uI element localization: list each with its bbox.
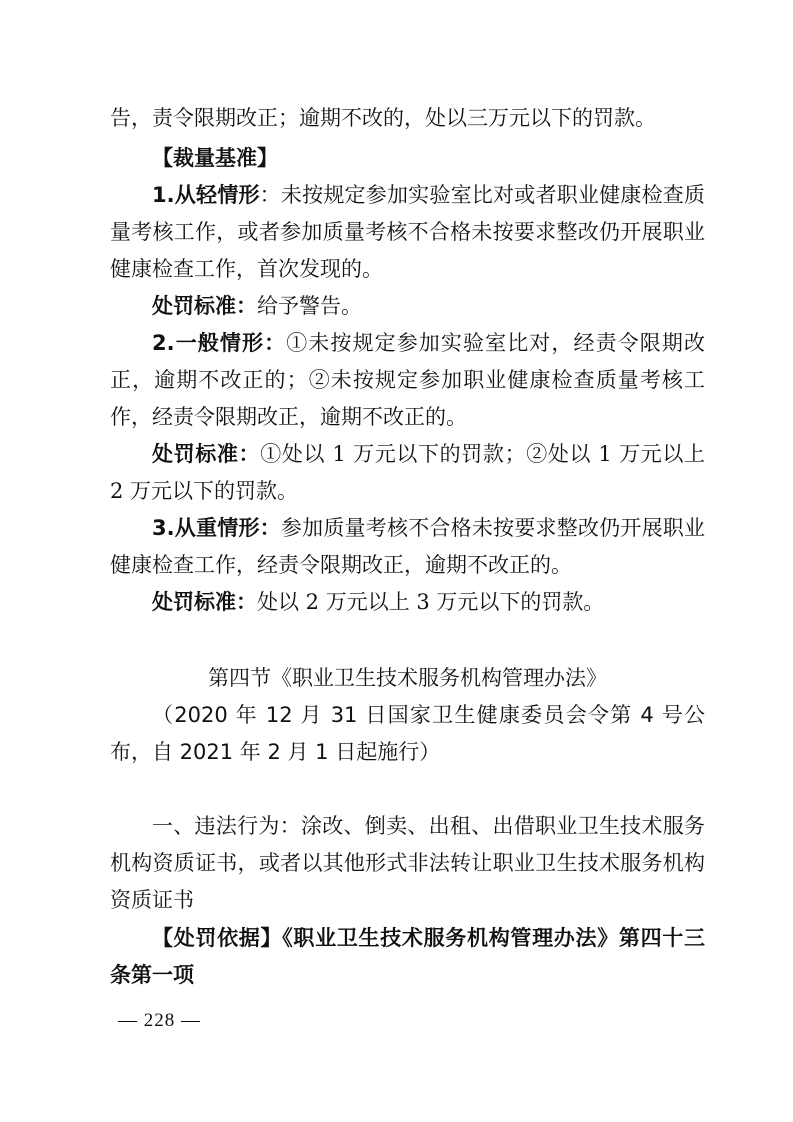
paragraph-general-penalty xyxy=(110,436,705,510)
heavy-penalty-text: 处以 2 万元以上 3 万元以下的罚款。 xyxy=(257,590,605,614)
section-note: （2020 年 12 月 31 日国家卫生健康委员会令第 4 号公布，自 2021 年 2 月 1 日起施行） xyxy=(110,703,705,764)
paragraph-violation: 一、违法行为：涂改、倒卖、出租、出借职业卫生技术服务机构资质证书，或者以其他形式非法转让职业卫生技术服务机构资质证书 xyxy=(110,814,705,912)
paragraph-penalty-basis: 【处罚依据】《职业卫生技术服务机构管理办法》第四十三条第一项 xyxy=(110,926,705,987)
general-penalty-label: 处罚标准： xyxy=(152,442,261,466)
general-case-label: 2.一般情形： xyxy=(152,331,287,355)
paragraph-continuation: 告，责令限期改正；逾期不改的，处以三万元以下的罚款。 xyxy=(110,106,656,130)
light-penalty-label: 处罚标准： xyxy=(152,294,257,318)
general-case-text: ①未按规定参加实验室比对，经责令限期改正，逾期不改正的；②未按规定参加职业健康检查质量考核工作，经责令限期改正，逾期不改正的。 xyxy=(110,331,706,429)
light-case-label: 1.从轻情形 xyxy=(152,183,260,207)
paragraph-general-case xyxy=(110,325,705,436)
paragraph-light-penalty xyxy=(110,288,705,325)
heading-discretion-standard: 【裁量基准】 xyxy=(152,146,278,170)
paragraph-heavy-case xyxy=(110,510,705,584)
light-case-text: ：未按规定参加实验室比对或者职业健康检查质量考核工作，或者参加质量考核不合格未按要求整改仍开展职业健康检查工作，首次发现的。 xyxy=(110,183,705,281)
page-number: — 228 — xyxy=(118,1010,201,1031)
heavy-case-text: 参加质量考核不合格未按要求整改仍开展职业健康检查工作，经责令限期改正，逾期不改正的。 xyxy=(110,516,705,577)
heavy-penalty-label: 处罚标准： xyxy=(152,590,257,614)
light-penalty-text: 给予警告。 xyxy=(257,294,362,318)
section-title: 第四节《职业卫生技术服务机构管理办法》 xyxy=(208,666,607,690)
heavy-case-label: 3.从重情形： xyxy=(152,516,281,540)
paragraph-light-case xyxy=(110,177,705,288)
general-penalty-text: ①处以 1 万元以下的罚款；②处以 1 万元以上 2 万元以下的罚款。 xyxy=(110,442,706,503)
paragraph-heavy-penalty xyxy=(110,584,705,621)
